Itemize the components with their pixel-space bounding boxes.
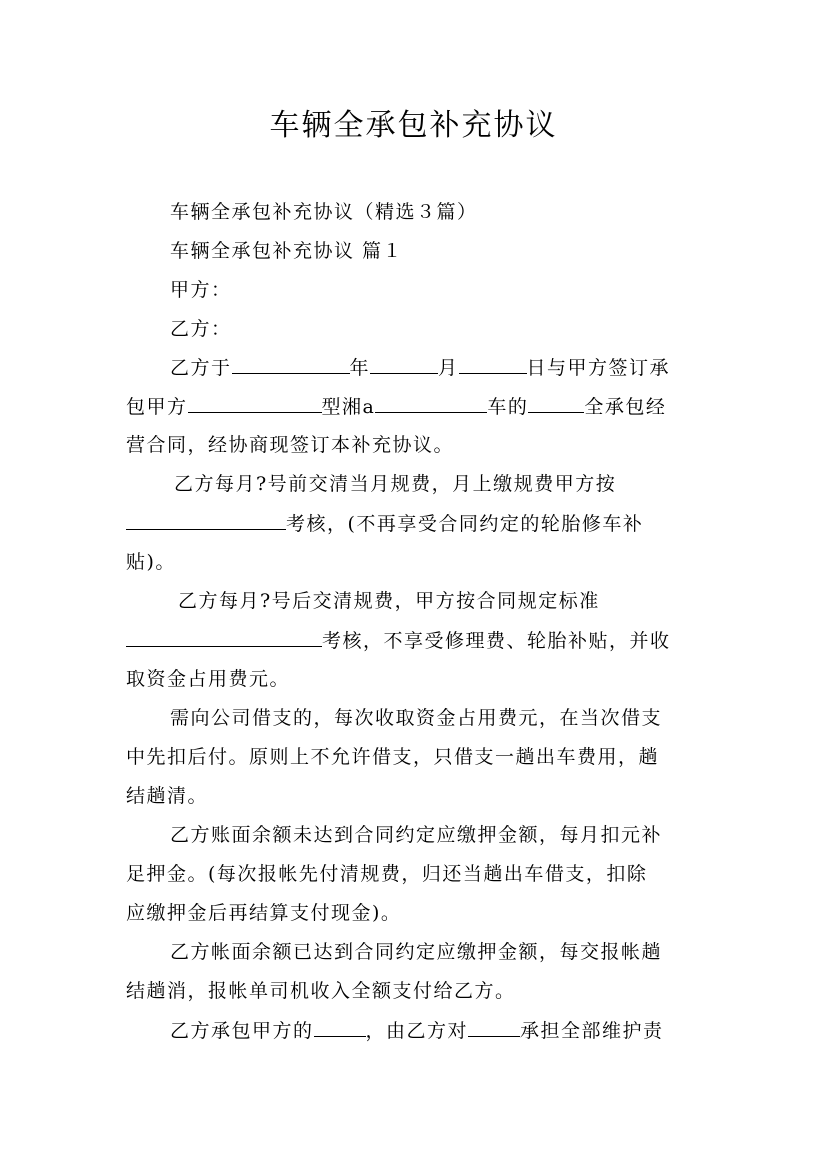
paragraph-line: 考核，(不再享受合同约定的轮胎修车补 — [126, 511, 706, 536]
paragraph-line: 包甲方 型湘a 车的 全承包经 — [126, 396, 667, 418]
paragraph-line: 乙方承包甲方的 ，由乙方对 承担全部维护责 — [170, 1020, 664, 1042]
paragraph-line: 车辆全承包补充协议 篇１ — [170, 240, 404, 262]
document-title: 车辆全承包补充协议 — [269, 108, 558, 143]
blank-field — [528, 394, 584, 413]
paragraph-line: 贴)。 — [126, 551, 176, 573]
paragraph-line: 乙方帐面余额已达到合同约定应缴押金额，每交报帐趟 — [170, 941, 663, 963]
blank-field — [459, 355, 527, 374]
paragraph-line: 乙方： — [170, 318, 232, 340]
blank-field — [370, 355, 438, 374]
paragraph-line: 需向公司借支的，每次收取资金占用费元，在当次借支 — [170, 707, 663, 729]
blank-field — [468, 1018, 520, 1037]
paragraph-line: 结趟消，报帐单司机收入全额支付给乙方。 — [126, 980, 516, 1002]
paragraph-line: 营合同，经协商现签订本补充协议。 — [126, 434, 455, 456]
paragraph-line: 足押金。(每次报帐先付清规费，归还当趟出车借支，扣除 — [126, 863, 648, 885]
paragraph-line: 甲方： — [170, 279, 232, 301]
paragraph-line: 中先扣后付。原则上不允许借支，只借支一趟出车费用，趟 — [126, 746, 660, 768]
paragraph-line: 车辆全承包补充协议（精选３篇） — [170, 201, 478, 223]
blank-field — [126, 511, 286, 530]
paragraph-line: 乙方每月?号后交清规费，甲方按合同规定标准 — [178, 590, 600, 612]
paragraph-line: 结趟清。 — [126, 785, 209, 807]
blank-field — [126, 628, 322, 647]
paragraph-line: 乙方于 年 月 日与甲方签订承 — [170, 357, 671, 379]
blank-field — [314, 1018, 366, 1037]
paragraph-line: 考核，不享受修理费、轮胎补贴，并收 — [126, 628, 706, 653]
paragraph-line: 乙方账面余额未达到合同约定应缴押金额，每月扣元补 — [170, 824, 663, 846]
blank-field — [188, 394, 322, 413]
paragraph-line: 取资金占用费元。 — [126, 668, 291, 690]
paragraph-line: 应缴押金后再结算支付现金)。 — [126, 902, 402, 924]
blank-field — [232, 355, 350, 374]
blank-field — [375, 394, 487, 413]
paragraph-line: 乙方每月?号前交清当月规费，月上缴规费甲方按 — [174, 473, 617, 495]
